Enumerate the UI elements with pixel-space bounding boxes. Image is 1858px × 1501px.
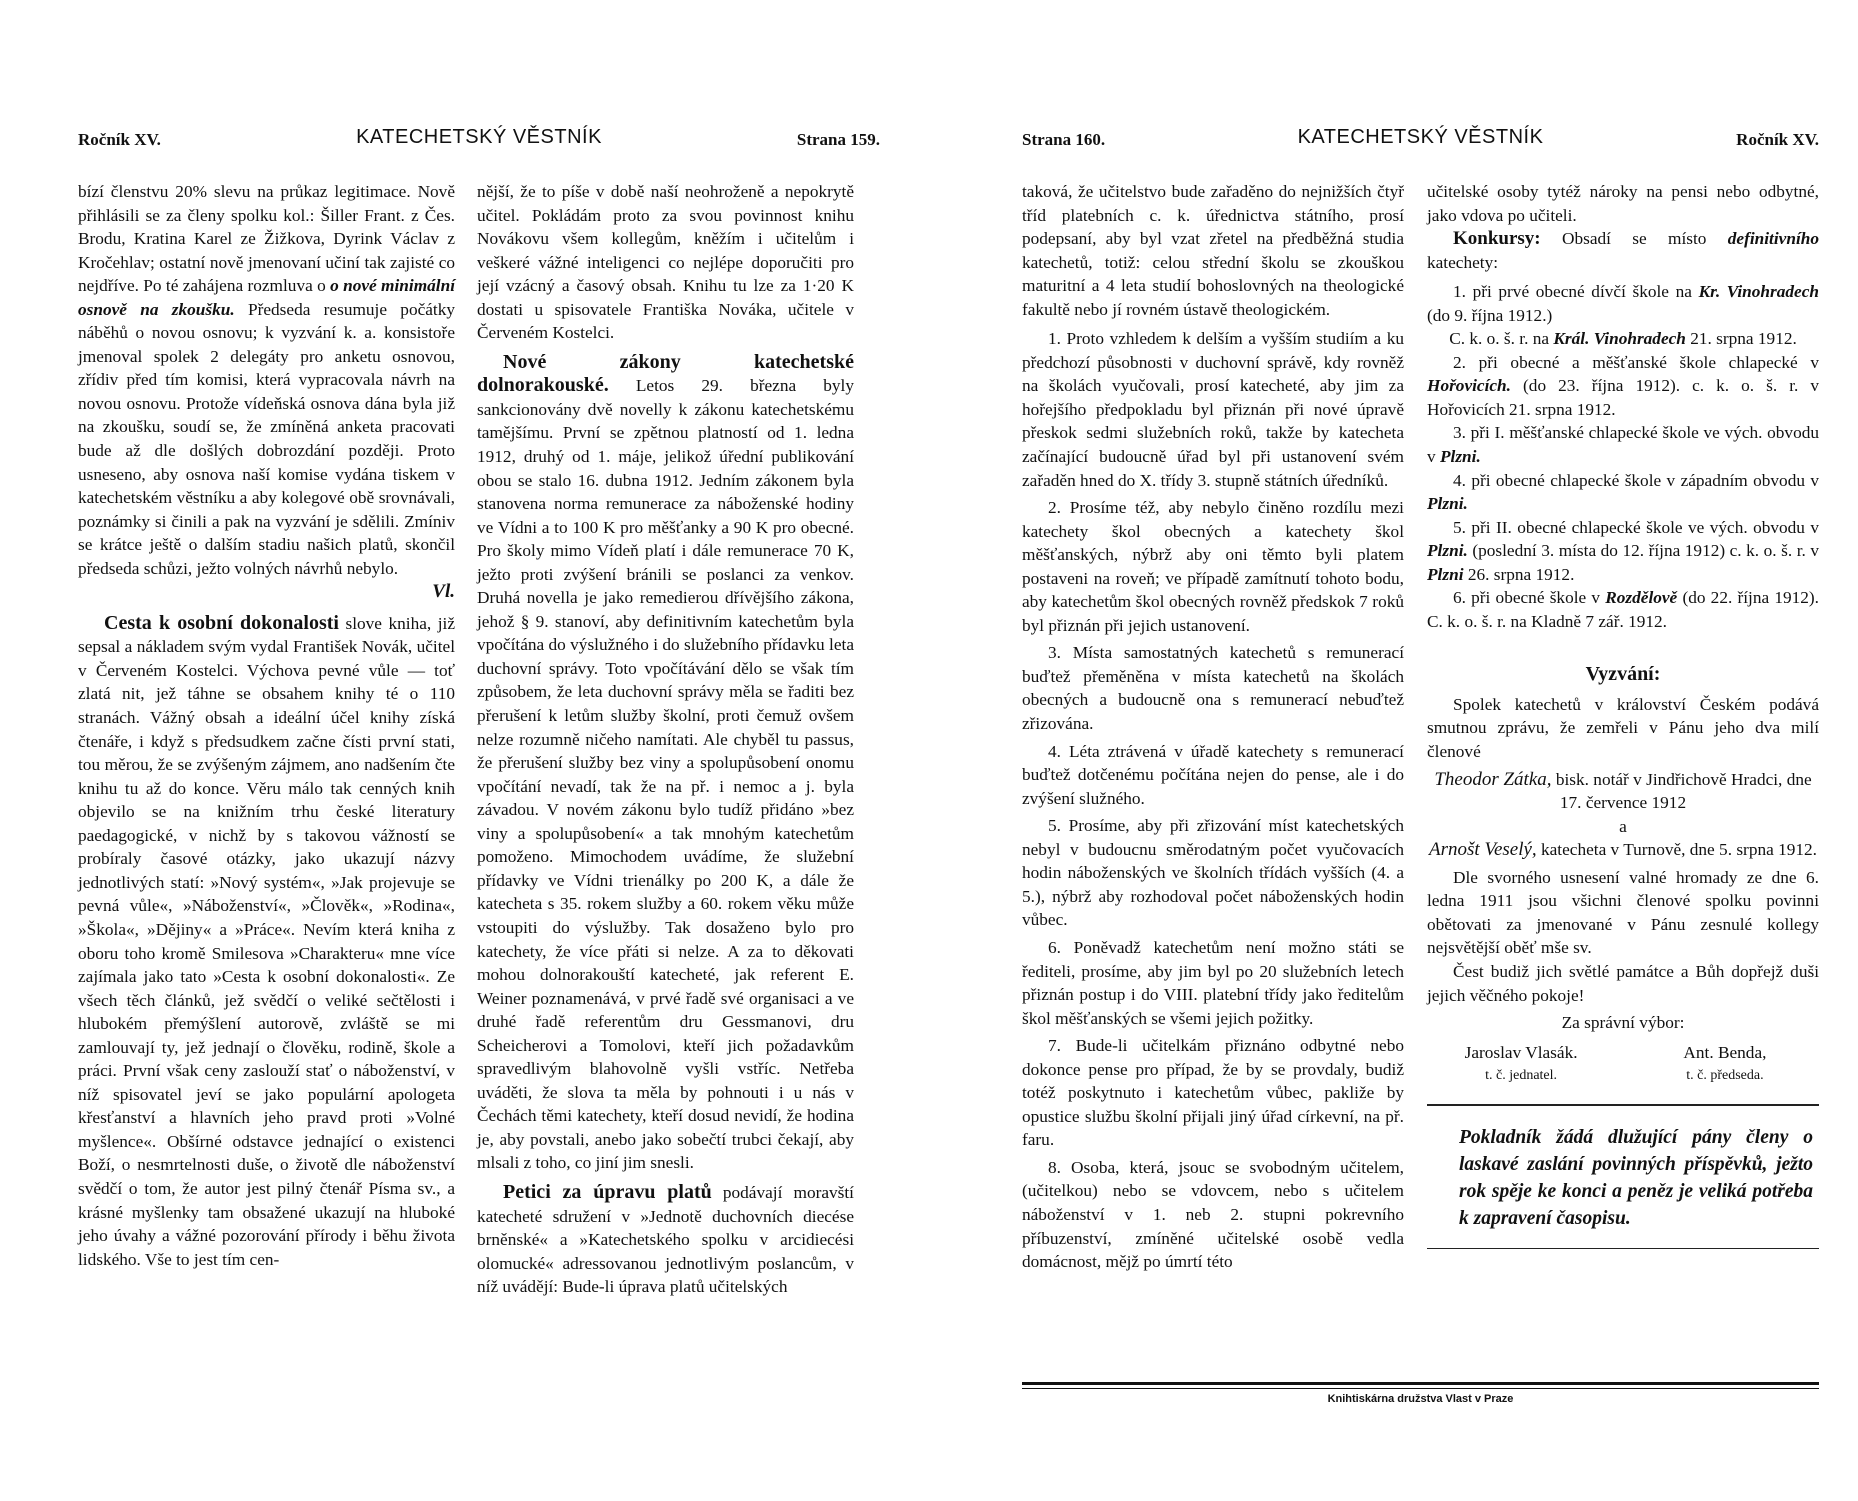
page-number: Strana 160. [1022,130,1106,149]
paragraph: Čest budiž jich světlé památce a Bůh dopřejž duši jejich věčného pokoje! [1427,961,1819,1005]
left-column-2 [477,180,854,1299]
deceased-name: Theodor Zátka, bisk. notář v Jindřichově Hradci, dne 17. července 1912 [1434,768,1812,813]
list-item: 7. Bude-li učitelkám přiznáno odbytné nebo dokonce pense pro případ, že by se provdaly, budiž totéž poskytnuto i katechetům vůbec, pakliže by opustice službu školní přijali jiný úřad církevní, na př. faru. [1022,1036,1404,1150]
paragraph: Petici za úpravu platů podávají moravští katecheté sdružení v »Jednotě duchovních diecése brněnské« a »Katechetského spolku v arcidiecési olomucké« adressovanou jednotlivým poslancům, v níž uvádějí: Bude-li úprava platů učitelských [477,1180,854,1297]
signatory-role: t. č. předseda. [1686,1068,1764,1084]
conjunction: a [1619,816,1627,836]
deceased-name: Arnošt Veselý, katecheta v Turnově, dne 5. srpna 1912. [1429,839,1817,861]
paragraph: Dle svorného usnesení valné hromady ze dne 6. ledna 1911 jsou všichni členové spolku povinni obětovati za jmenované v Pánu zesnulé kollegy nejsvětější oběť mše sv. [1427,867,1819,958]
list-item: 1. Proto vzhledem k delším a vyšším studiím a ku předchozí působnosti v duchovní správě, kdy rovněž na školách vyučovali, prosí katecheté, aby jim za hořejšího předpokladu byl přiznán při nové úpravě přeskok sedmi služebních roků, takže by katecheta začínající budoucně úřad byl při ustanovení svém zařaděn hned do X. třídy 3. stupně státních úředníků. [1022,329,1404,490]
volume-label: Ročník XV. [78,130,161,149]
signature [1427,1041,1615,1088]
page-right [929,0,1858,1501]
signatory-role: t. č. jednatel. [1485,1068,1558,1084]
signatory-name: Jaroslav Vlasák. [1464,1042,1578,1062]
treasurer-notice: Pokladník žádá dlužující pány členy o laskavé zaslání povinných příspěvků, ježto rok spěje ke konci a peněz je veliká potřeba k zapravení časopisu. [1459,1126,1813,1229]
signatory-name: Ant. Benda, [1683,1042,1767,1062]
right-column-2 [1427,180,1819,1249]
divider [1427,1248,1819,1249]
paragraph: bízí členstvu 20% slevu na průkaz legitimace. Nově přihlásili se za členy spolku kol.: Šiller Frant. z Čes. Brodu, Kratina Karel ze Žižkova, Dyrink Václav z Kročehlav; ostatní nově jmenovaní učiní tak zajisté co nejdříve. Po té zahájena rozmluva o o nové minimální osnově na zkoušku. Předseda resumuje počátky náběhů o novou osnovu; k vyzvání k. a. konsistoře jmenoval spolek 2 delegáty pro anketu osnovou, zřídiv před tím komisi, která vypracovala návrh na novou osnovu. Protože vídeňská osnova dána byla již na zkoušku, soudí se, že zmíněná anketa pracovati bude až dle došlých dobrozdání později. Proto usneseno, aby osnova naší komise vydána tiskem v katechetském věstníku a aby kolegové obě srovnávali, poznámky si činili a pak na vyzvání je sdělili. Zmíniv se krátce ještě o dalším stadiu našich platů, skončil předseda schůzi, ježto volných návrhů nebylo. [78,182,456,578]
paragraph: Spolek katechetů v království Českém podává smutnou zprávu, že zemřeli v Pánu jeho dva milí členové [1427,694,1819,762]
left-column-1 [78,180,455,1271]
paragraph: učitelské osoby tytéž nároky na pensi nebo odbytné, jako vdova po učiteli. [1427,182,1819,225]
list-item: 6. Poněvadž katechetům není možno státi se řediteli, prosíme, aby jim byl po 20 služebních letech přiznán postup i do VIII. platební třídy jako ředitelům škol měšťanských se všemi jejich požitky. [1022,937,1404,1028]
list-item: 3. Místa samostatných katechetů s remunerací buďtež přeměněna v místa katechetů na školách obecných a budoucně ona s remunerací nebuďtež zřizována. [1022,643,1404,734]
list-item: C. k. o. š. r. na Král. Vinohradech 21. srpna 1912. [1449,329,1797,349]
section-title: Vyzvání: [1585,663,1661,686]
page-number: Strana 159. [796,130,880,149]
page-header-left [78,126,880,156]
list-item: 1. při prvé obecné dívčí škole na Kr. Vinohradech (do 9. října 1912.) [1427,282,1820,325]
signatures [1427,1041,1819,1088]
journal-title: KATECHETSKÝ VĚSTNÍK [356,126,602,148]
list-item: 2. při obecné a měšťanské škole chlapecké v Hořovicích. (do 23. října 1912). c. k. o. š. r. v Hořovicích 21. srpna 1912. [1427,352,1820,419]
list-item: 5. Prosíme, aby při zřizování míst katechetských nebyl v budoucnu směrodatným počet vyučovacích hodin náboženských ve školních třídách vyšších (4. a 5.), nýbrž aby rozhodoval počet náboženských hodin vůbec. [1022,816,1404,930]
page-header-right [1022,126,1819,156]
list-item: 5. při II. obecné chlapecké škole ve vých. obvodu v Plzni. (poslední 3. místa do 12. října 1912) c. k. o. š. r. v Plzni 26. srpna 1912. [1427,517,1819,584]
board-label: Za správní výbor: [1561,1013,1685,1033]
konkursy-intro: Konkursy: Obsadí se místo definitivního katechety: [1427,228,1819,272]
section-title: Cesta k osobní dokonalosti [104,611,339,634]
list-item: 3. při I. měšťanské chlapecké škole ve vých. obvodu v Plzni. [1427,423,1819,467]
footer-divider [1022,1382,1819,1385]
list-item: 2. Prosíme též, aby nebylo činěno rozdílu mezi katechety škol obecných a katechety škol měšťanských, nýbrž aby oni těmto byli platem postaveni na roveň; ve případě zamítnutí tohoto bodu, aby katechetům škol obecných rovněž předskok 7 roků byl přiznán při jejich ustanovení. [1022,498,1404,635]
signoff: Vl. [432,581,455,603]
section-title: Petici za úpravu platů [503,1180,712,1203]
right-column-1 [1022,180,1404,1274]
paragraph: taková, že učitelstvo bude zařaděno do nejnižších čtyř tříd platebních c. k. úřednictva státního, prosí podepsaní, aby byl vzat zřetel na předběžná studia katechetů, totiž: celou střední školu se zkouškou maturitní a 4 leta studií bohoslovných na theologické fakultě nebo jí rovném ústavě theologickém. [1022,182,1404,319]
paragraph: Nové zákony katechetské dolnorakouské. Letos 29. března byly sankcionovány dvě novelly k zákonu katechetskému tamějšímu. První se zpětnou platností od 1. ledna 1912, druhý od 1. máje, jelikož úřední publikování obou se stalo 16. dubna 1912. Jedním zákonem byla stanovena norma remunerace za náboženské hodiny ve Vídni a to 100 K pro měšťanky a 90 K pro obecné. Pro školy mimo Vídeň platí i dále remunerace 70 K, ježto proti zvýšení bránili se poslanci za venkov. Druhá novella je jako remedierou dřívějšího zákona, jehož § 9. stanoví, aby definitivním katechetům byla vpočítána do výslužného i do služebního přídavku leta duchovní správy. Toto vpočítávání dělo se však tím způsobem, že leta duchovní správy měla se řaditi bez přerušení k letům služby školní, proti čemuž ovšem nelze rozumně ničeho namítati. Ale chyběl tu passus, že přerušení služby bez viny a spolupůsobení onomu vpočítání nevadí, tak že na př. i nemoc a j. byla závadou. V novém zákonu bylo tudíž přidáno »bez viny a spolupůsobení« a tak mnohým katechetům pomoženo. Mimochodem uvádíme, že služební přídavky ve Vídni trienálky po 200 K, a dále že katecheta s 35. rokem služby a 60. rokem věku může vstoupiti do výslužby. Tak dosaženo bylo pro katechety, že více přáti si nelze. A za to děkovati mohou dolnorakouští katecheté, jak referent E. Weiner poznamenává, v prvé řadě své organisaci a ve druhé řadě referentům dru Gessmanovi, dru Scheicherovi a Tomolovi, kteří jich požadavkům spravedlivým blahovolně vyšli vstříc. Netřeba uváděti, že slova ta měla by pohnouti i u nás v Čechách těmi katechety, kteří dosud nevidí, že hodina je, aby povstali, anebo jako sobečtí trubci čekají, aby mlsali z toho, co jiní jim snesli. [477,350,854,1173]
signature [1631,1041,1819,1088]
section-title: Nové zákony katechetské dolnorakouské. [477,350,854,397]
volume-label: Ročník XV. [1736,130,1819,149]
list-item: 8. Osoba, která, jsouc se svobodným učitelem, (učitelkou) nebo se vdovcem, nebo s učitelem náboženství v 1. neb 2. stupni pokrevního příbuzenství, zmíněné učitelské osobě vedla domácnost, mějž po úmrtí této [1022,1157,1404,1272]
paragraph: Cesta k osobní dokonalosti slove kniha, již sepsal a nákladem svým vydal František Novák, učitel v Červeném Kostelci. Výchova pevné vůle — toť zlatá nit, jež táhne se obsahem knihy té o 110 stranách. Vážný obsah a ideální účel knihy získá čtenáře, i když s předsudkem začne čísti první stati, tou měrou, že se zvýšeným zájmem, ano nadšením čte knihu tu až do konce. Věru málo tak cenných knih objevilo se na knižním trhu české literatury paedagogické, v nichž by s takovou vážností se probíraly časové otázky, jako ukazují názvy jednotlivých statí: »Nový systém«, »Jak projevuje se pevná vůle«, »Náboženství«, »Člověk«, »Rodina«, »Škola«, »Dějiny« a »Práce«. Nevím která kniha z oboru toho kromě Smilesova »Charakteru« mne více zajímala jako tato »Cesta k osobní dokonalosti«. Ze všech těch článků, jež svědčí o veliké sečtělosti i hlubokém přemýšlení autorově, zvláště se mi zamlouvají ty, jež jednají o člověku, rodině, škole a práci. První však ceny zaslouží stať o náboženství, v níž spisovatel jeví se jako populární apologeta křesťanství a hlavních jeho pravd proti »Volné myšlence«. Obšírné odstavce jednající o existenci Boží, o nesmrtelnosti duše, o životě dle náboženství svědčí o tom, že autor jest pilný čtenář Písma sv., a krásné myšlenky tam obsažené ukazují na hluboké jeho úvahy a vážné pozorování přírody i běhu života lidského. Vše to jest tím cen- [78,611,455,1269]
printer-imprint: Knihtiskárna družstva Vlast v Praze [1327,1393,1514,1405]
list-item: 4. Léta ztrávená v úřadě katechety s remunerací buďtež dotčenému počítána nejen do pense, ale i do zvýšení služného. [1022,741,1404,808]
list-item: 6. při obecné škole v Rozdělově (do 22. října 1912). C. k. o. š. r. na Kladně 7 zář. 1912. [1427,588,1819,631]
footer-divider [1022,1388,1819,1389]
paragraph: nější, že to píše v době naší neohroženě a nepokrytě učitel. Pokládám proto za svou povinnost knihu Novákovu všem kollegům, kněžím i učitelům i veškeré vážné inteligenci co nejlépe doporučiti pro její vzácný a časový obsah. Knihu tu lze za 1·20 K dostati u spisovatele Františka Nováka, učitele v Červeném Kostelci. [477,182,854,343]
list-item: 4. při obecné chlapecké škole v západním obvodu v Plzni. [1427,470,1819,514]
journal-title: KATECHETSKÝ VĚSTNÍK [1297,126,1544,148]
